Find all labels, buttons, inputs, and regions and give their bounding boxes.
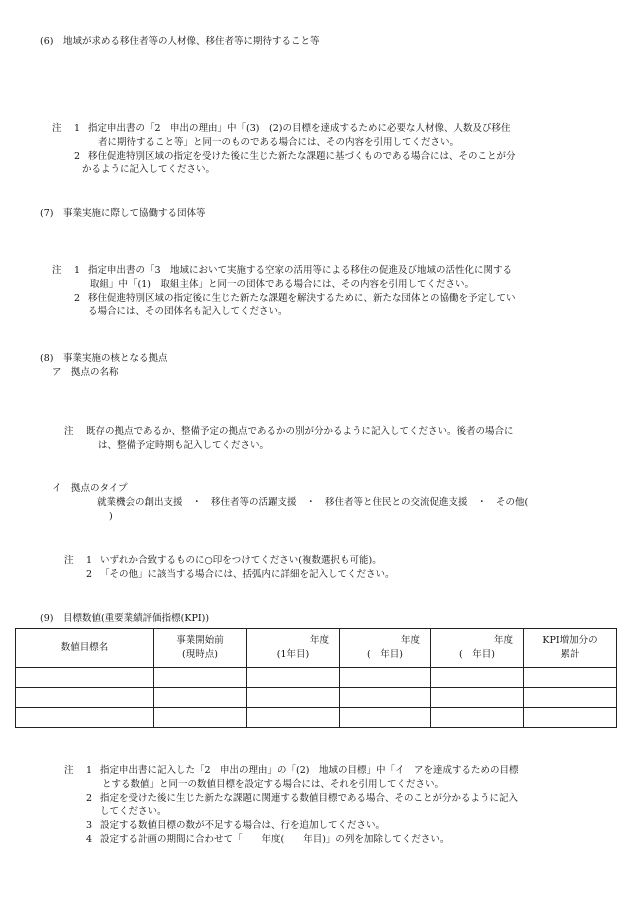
note-label: 注 (64, 426, 74, 437)
note-item (52, 122, 622, 150)
sub-heading-a: ア 拠点の名称 (52, 367, 119, 378)
section-9-heading: (9) 目標数値(重要業績評価指標(KPI)) (40, 613, 210, 624)
table-cell[interactable] (524, 668, 617, 688)
table-cell[interactable] (431, 688, 524, 708)
note-label: 注 (52, 265, 62, 276)
header-year-3: 年度 ( 年目) (431, 629, 524, 668)
note-item (52, 150, 622, 178)
note-number: 4 (86, 833, 93, 845)
note-item (64, 568, 619, 582)
header-kpi-cumulative: KPI増加分の 累計 (524, 629, 617, 668)
note-text: 指定申出書に記入した「2 申出の理由」の「(2) 地域の目標」中「イ アを達成するための目標 とする数値」と同一の数値目標を設定する場合には、それを引用してください。 (100, 765, 519, 790)
note-label: 注 (64, 555, 74, 566)
table-cell[interactable] (524, 688, 617, 708)
note-item (64, 792, 624, 820)
table-cell[interactable] (340, 688, 431, 708)
note-item (52, 292, 622, 320)
header-target-name: 数値目標名 (16, 629, 154, 668)
table-row (16, 708, 617, 728)
note-text: 指定申出書の「2 申出の理由」中「(3) (2)の目標を達成するために必要な人材像、人数及び移住 者に期待すること等」と同一のものである場合には、その内容を引用してください。 (88, 123, 511, 148)
table-cell[interactable] (247, 708, 340, 728)
table-cell[interactable] (340, 708, 431, 728)
note-label: 注 (64, 765, 74, 776)
note-number: 1 (74, 123, 81, 134)
table-cell[interactable] (154, 688, 247, 708)
note-text: 移住促進特別区域の指定を受けた後に生じた新たな課題に基づくものである場合には、そのことが分 かるように記入してください。 (82, 150, 516, 176)
note-number: 2 (74, 292, 81, 304)
header-year-2: 年度 ( 年目) (340, 629, 431, 668)
note-text: 指定を受けた後に生じた新たな課題に関連する数値目標である場合、そのことが分かるように記入 してください。 (100, 792, 519, 818)
note-item (64, 819, 624, 833)
note-text: 既存の拠点であるか、整備予定の拠点であるかの別が分かるように記入してください。後者の場合に は、整備予定時期も記入してください。 (86, 426, 514, 451)
table-cell[interactable] (247, 688, 340, 708)
section-7-heading: (7) 事業実施に際して協働する団体等 (40, 208, 206, 219)
table-header-row (16, 629, 617, 668)
note-a (64, 425, 619, 453)
base-type-options: 就業機会の創出支援 ・ 移住者等の活躍支援 ・ 移住者等と住民との交流促進支援 ・ その他( (97, 497, 529, 508)
note-item (64, 833, 624, 847)
note-item (64, 554, 619, 568)
section-6-notes (52, 122, 622, 177)
note-text: 指定申出書の「3 地域において実施する空家の活用等による移住の促進及び地域の活性化に関する 取組」中「(1) 取組主体」と同一の団体である場合には、その内容を引用してください。 (88, 265, 513, 290)
table-row (16, 688, 617, 708)
note-number: 2 (86, 568, 93, 580)
note-number: 2 (86, 792, 93, 804)
section-6-heading: (6) 地域が求める移住者等の人材像、移住者等に期待すること等 (40, 36, 320, 47)
section-7-notes (52, 264, 622, 319)
table-cell[interactable] (247, 668, 340, 688)
header-year-1: 年度 (1年目) (247, 629, 340, 668)
note-label: 注 (52, 123, 62, 134)
table-cell[interactable] (340, 668, 431, 688)
note-text: 移住促進特別区域の指定後に生じた新たな課題を解決するために、新たな団体との協働を予定してい る場合には、その団体名も記入してください。 (88, 292, 516, 318)
note-text: 「その他」に該当する場合には、括弧内に詳細を記入してください。 (100, 568, 395, 580)
table-cell[interactable] (431, 668, 524, 688)
table-row (16, 668, 617, 688)
sub-heading-i: イ 拠点のタイプ (52, 483, 128, 494)
note-number: 2 (74, 150, 81, 162)
note-item (64, 764, 624, 792)
table-cell[interactable] (154, 668, 247, 688)
table-cell[interactable] (524, 708, 617, 728)
header-before-start: 事業開始前 (現時点) (154, 629, 247, 668)
table-cell[interactable] (154, 708, 247, 728)
note-item (52, 264, 622, 292)
table-cell[interactable] (16, 688, 154, 708)
note-number: 1 (74, 265, 81, 276)
table-cell[interactable] (16, 668, 154, 688)
base-type-other-close: ) (109, 511, 113, 522)
note-i (64, 554, 619, 582)
kpi-table (15, 628, 617, 728)
section-8-heading: (8) 事業実施の核となる拠点 (40, 353, 168, 364)
note-text: いずれか合致するものに○印をつけてください(複数選択も可能)。 (100, 555, 382, 566)
note-number: 1 (86, 555, 93, 566)
section-9-notes (64, 764, 624, 847)
note-text: 設定する数値目標の数が不足する場合は、行を追加してください。 (100, 820, 386, 832)
note-number: 3 (86, 820, 93, 832)
note-number: 1 (86, 765, 93, 776)
note-text: 設定する計画の期間に合わせて「 年度( 年目)」の列を加除してください。 (100, 833, 450, 845)
table-cell[interactable] (16, 708, 154, 728)
table-cell[interactable] (431, 708, 524, 728)
